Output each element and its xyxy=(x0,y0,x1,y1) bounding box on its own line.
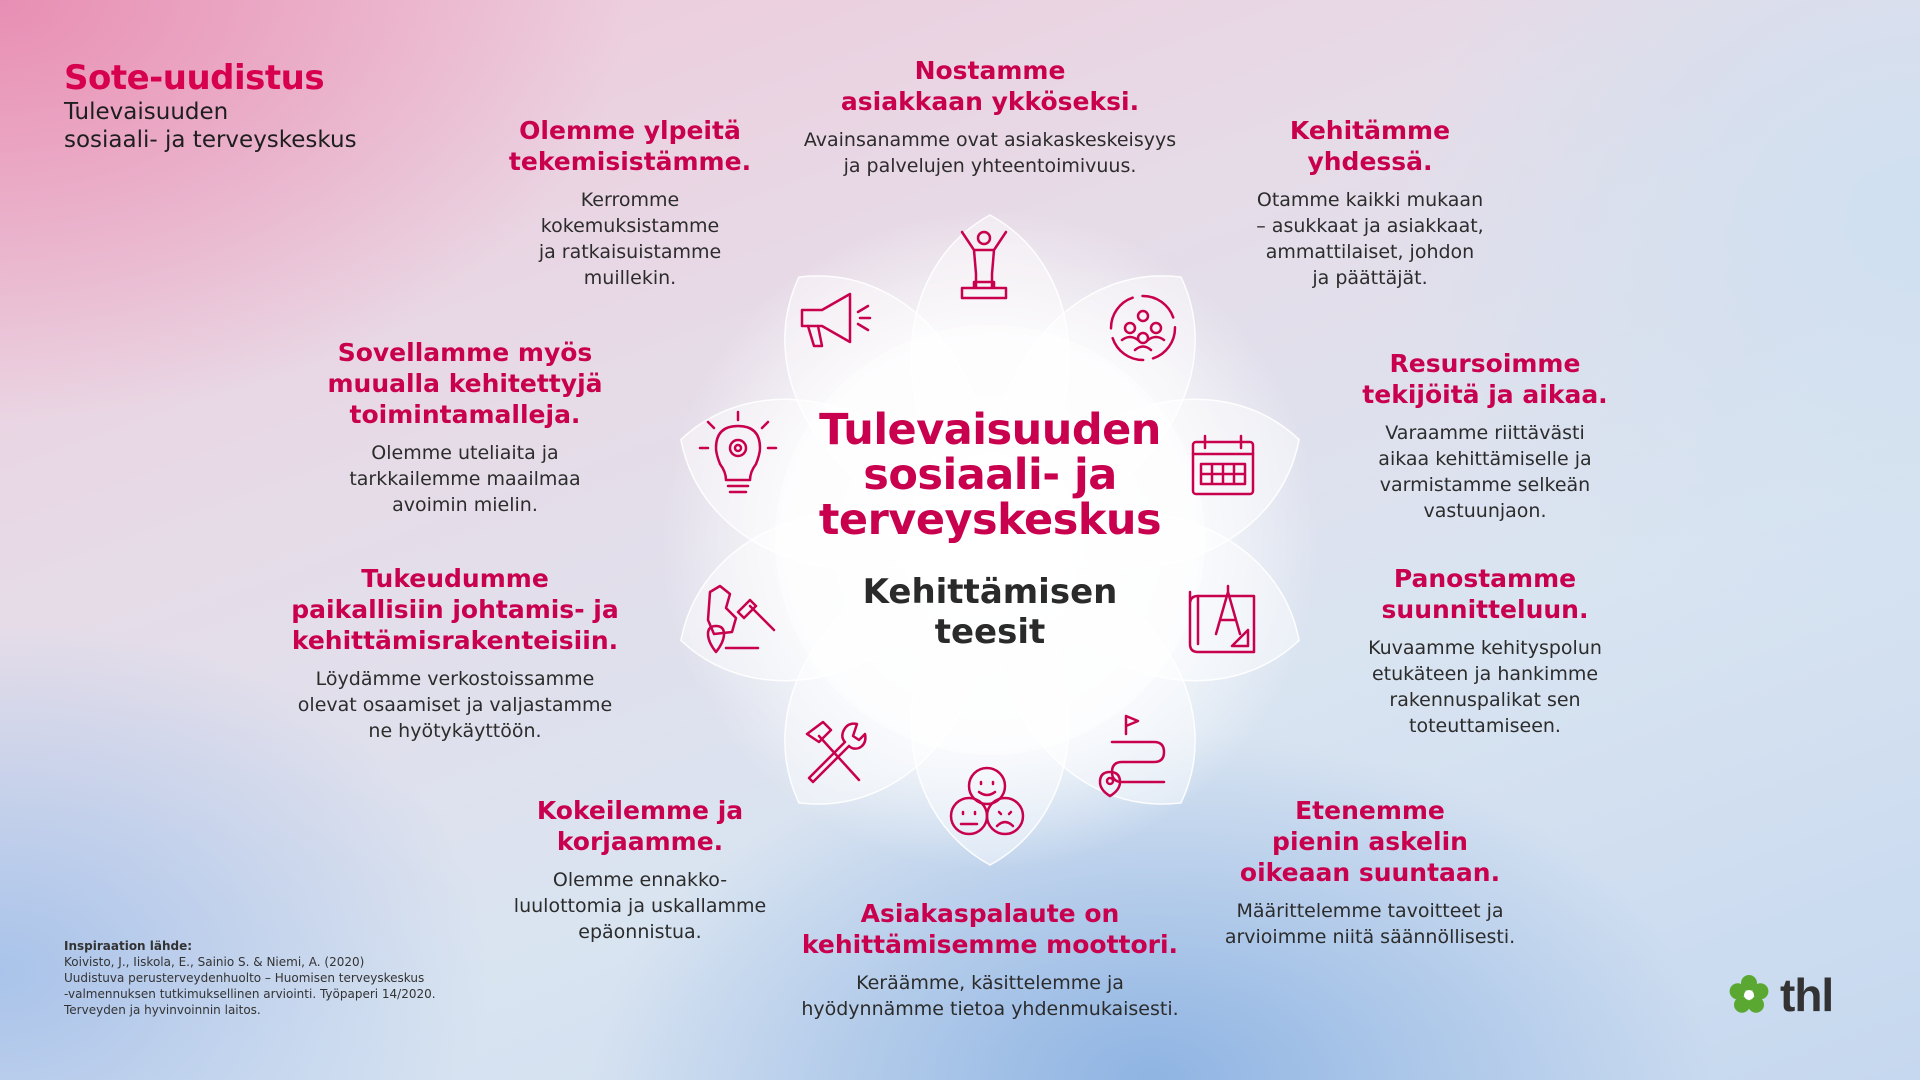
thesis-heading: Panostamme suunnitteluun. xyxy=(1381,564,1589,624)
logo-text: thl xyxy=(1780,969,1834,1021)
thesis-kokeilemme xyxy=(480,795,800,945)
thesis-text: Avainsanamme ovat asiakaskeskeisyys ja palvelujen yhteentoimivuus. xyxy=(803,129,1177,177)
thesis-text: Varaamme riittävästi aikaa kehittämiselle ja varmistamme selkeän vastuunjaon. xyxy=(1378,422,1592,522)
thesis-text: Määrittelemme tavoitteet ja arvioimme niitä säännöllisesti. xyxy=(1224,900,1516,948)
thesis-heading: Etenemme pienin askelin oikeaan suuntaan. xyxy=(1239,796,1501,887)
thesis-heading: Sovellamme myös muualla kehitettyjä toimintamalleja. xyxy=(327,338,603,429)
thesis-text: Kerromme kokemuksistamme ja ratkaisuistamme muillekin. xyxy=(538,189,722,289)
thesis-tukeudumme xyxy=(270,563,640,744)
thesis-asiakkaan-ykkoseksi xyxy=(770,55,1210,179)
thesis-panostamme xyxy=(1325,563,1645,739)
header-subtitle-line1: Tulevaisuuden xyxy=(64,99,229,125)
thl-flower-icon xyxy=(1726,972,1772,1018)
header-title: Sote-uudistus xyxy=(64,58,325,98)
center-subtitle: Kehittämisen teesit xyxy=(862,572,1118,652)
thesis-heading: Resursoimme tekijöitä ja aikaa. xyxy=(1362,349,1608,409)
thesis-text: Olemme uteliaita ja tarkkailemme maailmaa avoimin mielin. xyxy=(349,442,581,516)
thesis-heading: Nostamme asiakkaan ykköseksi. xyxy=(840,56,1140,116)
thesis-heading: Kokeilemme ja korjaamme. xyxy=(536,796,744,856)
thesis-kehitamme-yhdessa xyxy=(1210,115,1530,291)
thl-logo xyxy=(1726,968,1833,1022)
thesis-heading: Tukeudumme paikallisiin johtamis- ja kehittämisrakenteisiin. xyxy=(291,564,619,655)
thesis-heading: Olemme ylpeitä tekemisistämme. xyxy=(508,116,752,176)
thesis-text: Olemme ennakko- luulottomia ja uskallamme epäonnistua. xyxy=(513,869,767,943)
thesis-resursoimme xyxy=(1325,348,1645,524)
thesis-ylpeita xyxy=(470,115,790,291)
thesis-asiakaspalaute xyxy=(770,898,1210,1022)
thesis-text: Keräämme, käsittelemme ja hyödynnämme tietoa yhdenmukaisesti. xyxy=(801,972,1179,1020)
thesis-text: Löydämme verkostoissamme olevat osaamiset ja valjastamme ne hyötykäyttöön. xyxy=(297,668,613,742)
thesis-heading: Kehitämme yhdessä. xyxy=(1289,116,1451,176)
thesis-heading: Asiakaspalaute on kehittämisemme moottori. xyxy=(801,899,1179,959)
thesis-etenemme xyxy=(1190,795,1550,950)
thesis-text: Otamme kaikki mukaan – asukkaat ja asiakkaat, ammattilaiset, johdon ja päättäjät. xyxy=(1256,189,1484,289)
source-citation: Inspiraation lähde: Koivisto, J., Iiskola, E., Sainio S. & Niemi, A. (2020) Uudistuva perusterveydenhuolto – Huomisen terveyskeskus -valmennuksen tutkimuksellinen arviointi. Työpaperi 14/2020. Terveyden ja hyvinvoinnin laitos. xyxy=(64,938,464,1018)
thesis-text: Kuvaamme kehityspolun etukäteen ja hankimme rakennuspalikat sen toteuttamiseen. xyxy=(1368,637,1602,737)
thesis-sovellamme xyxy=(300,337,630,518)
header-subtitle-line2: sosiaali- ja terveyskeskus xyxy=(64,127,357,153)
source-label: Inspiraation lähde: xyxy=(64,939,193,953)
center-title: Tulevaisuuden sosiaali- ja terveyskeskus xyxy=(818,405,1162,545)
